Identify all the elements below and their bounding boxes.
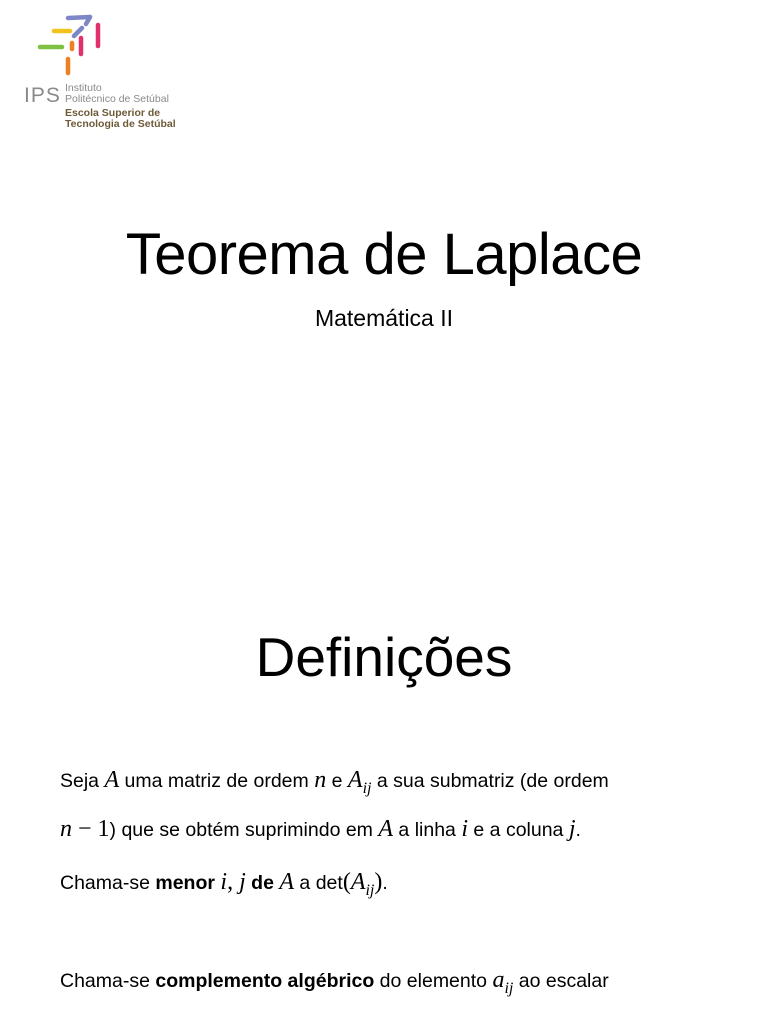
text: e <box>326 770 348 792</box>
text: a linha <box>393 819 462 841</box>
math-expression: − 1 <box>72 816 110 842</box>
section-heading: Definições <box>255 626 513 688</box>
text: . <box>382 872 388 894</box>
text: a det <box>294 872 343 894</box>
text: e a coluna <box>468 819 569 841</box>
math-var: j <box>239 869 246 895</box>
definition-paragraph-3 <box>60 960 720 1009</box>
logo-polytechnic-line: Politécnico de Setúbal <box>65 93 169 105</box>
definition-paragraph-2 <box>60 862 720 911</box>
text: a sua submatriz (de ordem <box>371 770 609 792</box>
math-var: a <box>492 967 505 993</box>
math-subscript: ij <box>362 780 372 797</box>
logo-school-line: Escola Superior de <box>65 107 161 119</box>
text: Seja <box>60 770 105 792</box>
math-var: A <box>104 767 120 793</box>
term-minor: menor <box>155 872 215 894</box>
math-paren: ( <box>342 869 351 895</box>
math-var: A <box>378 816 394 842</box>
page-title: Teorema de Laplace <box>125 222 643 287</box>
ips-logo <box>16 10 186 134</box>
text: ) que se obtém suprimindo em <box>109 819 379 841</box>
math-subscript: ij <box>365 882 375 899</box>
ips-logo-mark-icon <box>16 10 116 82</box>
page-subtitle: Matemática II <box>314 305 454 331</box>
math-subscript: ij <box>504 980 514 997</box>
math-var: A <box>347 767 363 793</box>
math-comma: , <box>227 869 240 895</box>
text: do elemento <box>374 970 493 992</box>
logo-institute-line: Instituto <box>65 82 102 94</box>
text: ao escalar <box>513 970 609 992</box>
term-cofactor: complemento algébrico <box>155 970 375 992</box>
definition-paragraph-1 <box>60 760 720 850</box>
math-var: j <box>568 816 576 842</box>
text: . <box>575 819 581 841</box>
math-paren: ) <box>374 869 383 895</box>
text: Chama-se <box>60 872 156 894</box>
math-var: n <box>60 816 72 842</box>
math-var: A <box>350 869 366 895</box>
math-var: A <box>279 869 295 895</box>
term-of: de <box>245 872 280 894</box>
math-var: i <box>220 869 228 895</box>
logo-ips-text: IPS <box>24 84 61 107</box>
text: Chama-se <box>60 970 156 992</box>
math-var: n <box>314 767 327 793</box>
logo-technology-line: Tecnologia de Setúbal <box>65 118 176 130</box>
math-var: i <box>461 816 468 842</box>
text: uma matriz de ordem <box>119 770 315 792</box>
